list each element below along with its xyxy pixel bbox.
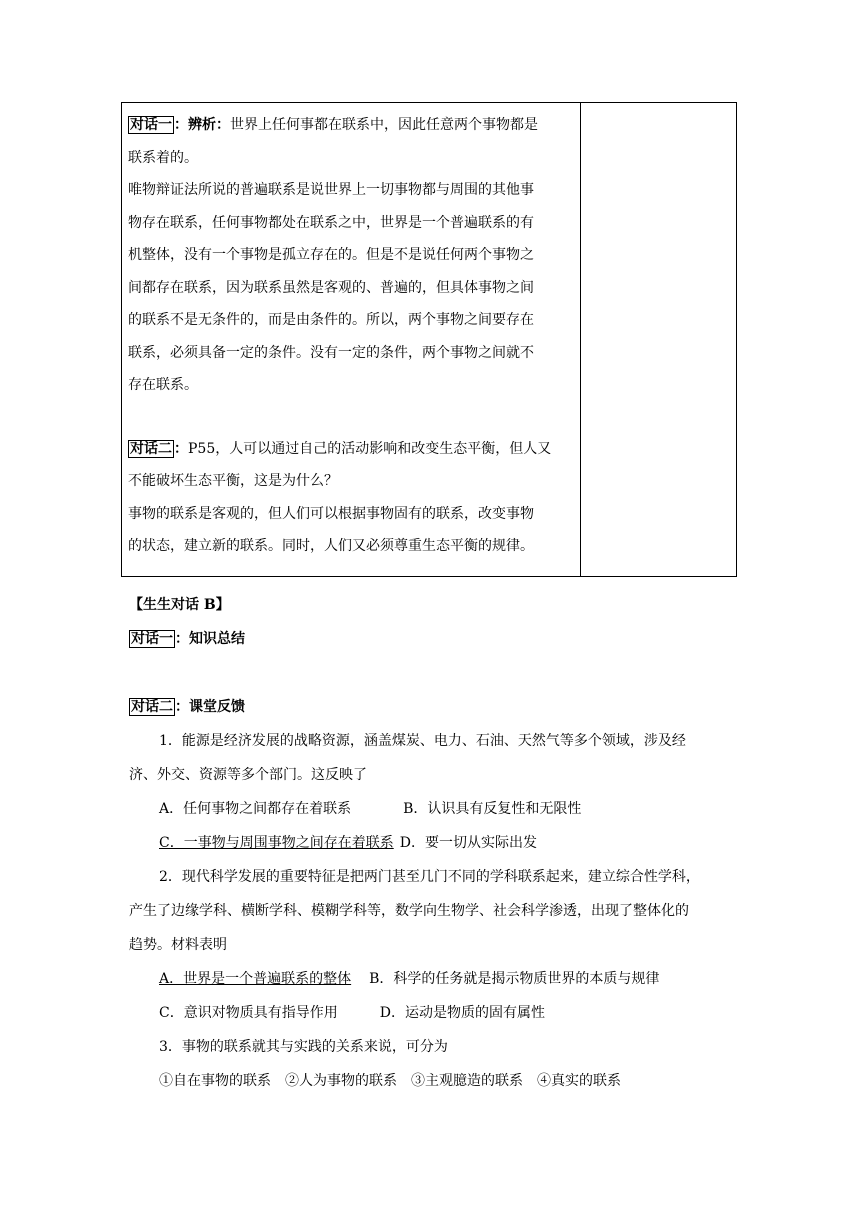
section-b-d2-title: ：课堂反馈 [175,699,245,715]
question-2-line-2: 产生了边缘学科、横断学科、模糊学科等，数学向生物学、社会科学渗透，出现了整体化的 [129,903,689,919]
question-1-options-ab [129,792,739,826]
question-2-line-3: 趋势。材料表明 [129,937,227,953]
dialogue-2-label: ： [174,440,188,457]
dialogue-1-question-text: 世界上任何事都在联系中，因此任意两个事物都是 [230,117,538,133]
dialogue-1-answer-line: 机整体，没有一个事物是孤立存在的。但是不是说任何两个事物之 [128,247,534,263]
table-column-divider [580,103,581,576]
section-b-d1-tag: 对话一 [131,631,173,647]
section-b-heading: 【生生对话 B】 [129,597,230,613]
question-2-line-1: 2．现代科学发展的重要特征是把两门甚至几门不同的学科联系起来，建立综合性学科， [159,869,700,885]
table-content-cell [128,109,576,563]
dialogue-1-answer-line: 唯物辩证法所说的普遍联系是说世界上一切事物都与周围的其他事 [128,182,534,198]
question-1-line-1: 1．能源是经济发展的战略资源，涵盖煤炭、电力、石油、天然气等多个领域，涉及经 [159,733,686,749]
q1-option-d: D．要一切从实际出发 [399,835,537,851]
question-1-line-2: 济、外交、资源等多个部门。这反映了 [129,767,367,783]
dialogue-1-question [128,109,576,142]
question-3-line-1: 3．事物的联系就其与实践的关系来说，可分为 [159,1039,448,1055]
q1-option-a: A．任何事物之间都存在着联系 [159,801,352,817]
section-b [129,588,739,1098]
dialogue-1-answer-line: 物存在联系，任何事物都处在联系之中，世界是一个普遍联系的有 [128,214,534,231]
dialogue-2-question-text: P55，人可以通过自己的活动影响和改变生态平衡，但人又 [188,440,552,457]
section-b-dialogue-2 [129,690,739,724]
dialogue-2-question-cont: 不能破坏生态平衡，这是为什么？ [128,473,338,489]
dialogue-1-question-cont: 联系着的。 [128,149,198,166]
dialogue-2-question [128,433,576,466]
question-2-options-cd [129,996,739,1030]
question-3-items: ①自在事物的联系 ②人为事物的联系 ③主观臆造的联系 ④真实的联系 [159,1073,621,1089]
q2-option-c: C．意识对物质具有指导作用 [159,1005,338,1021]
dialogue-1-tag: 对话一 [130,117,172,133]
section-b-d2-tag: 对话二 [131,699,173,715]
dialogue-2-answer-line: 事物的联系是客观的，但人们可以根据事物固有的联系，改变事物 [128,505,534,522]
q1-option-b: B．认识具有反复性和无限性 [403,801,582,817]
dialogue-1-answer-line: 间都存在联系，因为联系虽然是客观的、普遍的，但具体事物之间 [128,279,534,296]
dialogue-1-label: ：辨析： [174,117,230,133]
dialogue-table [121,102,737,577]
section-b-d1-title: ：知识总结 [175,631,245,647]
dialogue-2-answer-line: 的状态，建立新的联系。同时，人们又必须尊重生态平衡的规律。 [128,538,534,554]
blank-line [128,402,576,433]
dialogue-1-answer-line: 存在联系。 [128,377,198,393]
dialogue-1-answer-line: 的联系不是无条件的，而是由条件的。所以，两个事物之间要存在 [128,312,534,328]
dialogue-2-tag: 对话二 [130,440,172,457]
q2-option-d: D．运动是物质的固有属性 [379,1005,545,1021]
q1-option-c: C．一事物与周围事物之间存在着联系 [159,835,394,851]
question-1-options-cd [129,826,739,860]
section-b-dialogue-1 [129,622,739,656]
dialogue-1-answer-line: 联系，必须具备一定的条件。没有一定的条件，两个事物之间就不 [128,344,534,361]
blank-line [129,656,739,690]
q2-option-b: B．科学的任务就是揭示物质世界的本质与规律 [369,971,660,987]
question-2-options-ab [129,962,739,996]
q2-option-a: A．世界是一个普遍联系的整体 [159,971,352,987]
